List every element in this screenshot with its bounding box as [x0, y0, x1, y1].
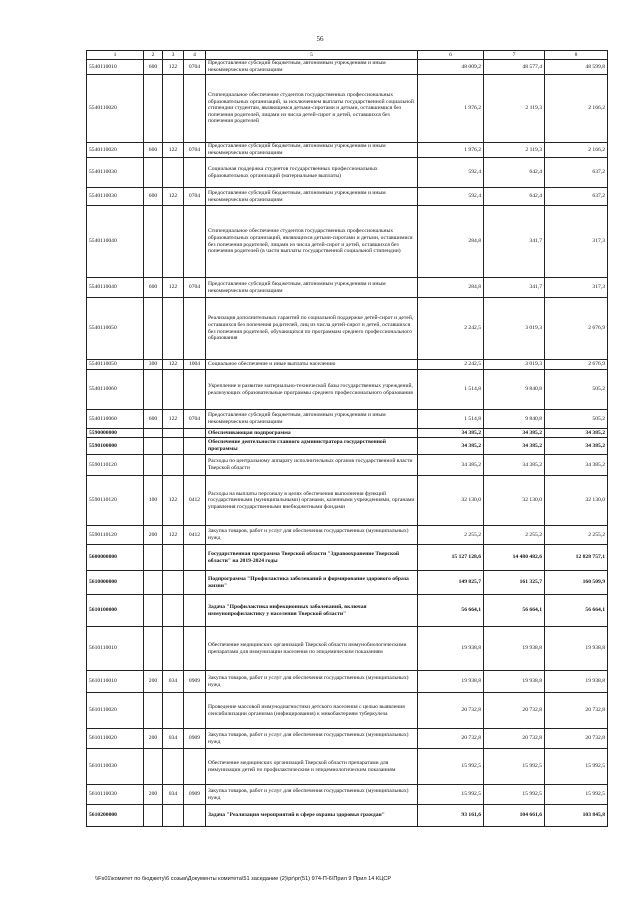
admin-code-cell [163, 438, 184, 455]
expense-type-cell [144, 158, 163, 188]
section-cell [184, 455, 206, 476]
code-cell: 5610110030 [87, 785, 144, 805]
value-2019-cell: 1 514,8 [418, 370, 484, 410]
value-2019-cell: 56 664,1 [418, 595, 484, 627]
value-2021-cell: 20 732,8 [545, 729, 608, 749]
header-cell: 7 [484, 51, 545, 60]
name-cell: Обеспечивающая подпрограмма [206, 429, 418, 438]
admin-code-cell [163, 545, 184, 571]
page-number: 56 [316, 35, 324, 43]
expense-type-cell: 200 [144, 526, 163, 545]
name-cell: Социальная поддержка студентов государственных профессиональных образовательных организаций (материальные выплаты) [206, 158, 418, 188]
section-cell: 0909 [184, 785, 206, 805]
table-row [87, 158, 608, 188]
admin-code-cell: 034 [163, 729, 184, 749]
value-2019-cell: 15 992,5 [418, 749, 484, 785]
expense-type-cell [144, 206, 163, 278]
code-cell: 5540110030 [87, 188, 144, 206]
value-2020-cell: 20 732,8 [484, 729, 545, 749]
table-row [87, 805, 608, 827]
section-cell: 0412 [184, 476, 206, 526]
code-cell: 5540110030 [87, 158, 144, 188]
name-cell: Предоставление субсидий бюджетным, автономным учреждениям и иным некоммерческим организациям [206, 410, 418, 429]
expense-type-cell [144, 627, 163, 671]
header-cell: 4 [184, 51, 206, 60]
code-cell: 5540110060 [87, 370, 144, 410]
value-2021-cell: 2 255,2 [545, 526, 608, 545]
value-2019-cell: 93 161,6 [418, 805, 484, 827]
value-2020-cell: 9 840,8 [484, 410, 545, 429]
value-2019-cell: 2 255,2 [418, 526, 484, 545]
expense-type-cell: 600 [144, 60, 163, 75]
value-2020-cell: 161 325,7 [484, 571, 545, 595]
value-2021-cell: 34 385,2 [545, 429, 608, 438]
expense-type-cell [144, 298, 163, 360]
expense-type-cell [144, 595, 163, 627]
table-row [87, 545, 608, 571]
section-cell: 0704 [184, 188, 206, 206]
code-cell: 5540110040 [87, 278, 144, 298]
section-cell [184, 370, 206, 410]
value-2020-cell: 20 732,8 [484, 693, 545, 729]
file-path-footer: \\Fs01\комитет по бюджету\6 созыв\Документы комитета\51 заседание (2)\рг\рг(51) 974-П-6\Прил 9 Прил 14 КЦСР [95, 876, 392, 882]
table-row [87, 476, 608, 526]
header-cell: 2 [144, 51, 163, 60]
admin-code-cell: 034 [163, 785, 184, 805]
table-row [87, 729, 608, 749]
value-2021-cell: 637,2 [545, 158, 608, 188]
code-cell: 5540110050 [87, 360, 144, 370]
value-2021-cell: 2 166,2 [545, 143, 608, 158]
value-2021-cell: 34 385,2 [545, 438, 608, 455]
value-2019-cell: 19 938,8 [418, 671, 484, 693]
value-2021-cell: 505,2 [545, 410, 608, 429]
table-row [87, 526, 608, 545]
value-2021-cell: 48 599,8 [545, 60, 608, 75]
table-row [87, 671, 608, 693]
name-cell: Задача "Реализация мероприятий в сфере охраны здоровья граждан" [206, 805, 418, 827]
code-cell: 5610110010 [87, 671, 144, 693]
value-2020-cell: 2 119,3 [484, 143, 545, 158]
value-2019-cell: 34 385,2 [418, 429, 484, 438]
table-row [87, 438, 608, 455]
admin-code-cell: 122 [163, 526, 184, 545]
value-2019-cell: 15 992,5 [418, 785, 484, 805]
expense-type-cell: 600 [144, 410, 163, 429]
section-cell [184, 298, 206, 360]
name-cell: Государственная программа Тверской области "Здравоохранение Тверской области" на 2019-2024 годы [206, 545, 418, 571]
admin-code-cell [163, 627, 184, 671]
admin-code-cell [163, 206, 184, 278]
value-2019-cell: 34 385,2 [418, 438, 484, 455]
name-cell: Закупка товаров, работ и услуг для обеспечения государственных (муниципальных) нужд [206, 526, 418, 545]
section-cell: 0704 [184, 143, 206, 158]
expense-type-cell: 200 [144, 671, 163, 693]
value-2021-cell: 2 676,9 [545, 360, 608, 370]
expense-type-cell [144, 75, 163, 143]
header-cell: 8 [545, 51, 608, 60]
table-row [87, 298, 608, 360]
code-cell: 5540110060 [87, 410, 144, 429]
value-2019-cell: 2 242,5 [418, 298, 484, 360]
header-cell: 1 [87, 51, 144, 60]
name-cell: Подпрограмма "Профилактика заболеваний и формирование здорового образа жизни" [206, 571, 418, 595]
value-2020-cell: 56 664,1 [484, 595, 545, 627]
value-2021-cell: 32 130,0 [545, 476, 608, 526]
code-cell: 5590000000 [87, 429, 144, 438]
code-cell: 5540110050 [87, 298, 144, 360]
value-2019-cell: 32 130,0 [418, 476, 484, 526]
name-cell: Предоставление субсидий бюджетным, автономным учреждениям и иным некоммерческим организациям [206, 143, 418, 158]
code-cell: 5590110120 [87, 526, 144, 545]
name-cell: Стипендиальное обеспечение студентов государственных профессиональных образовательных организаций, являющихся детьми-сиротами и детьми, оставшимися без попечения родителей, лицами из числа детей-сирот и детей, оставшихся без попечения родителей (в части выплаты государственной социальной стипендии) [206, 206, 418, 278]
value-2020-cell: 48 577,4 [484, 60, 545, 75]
table-row [87, 75, 608, 143]
value-2021-cell: 34 385,2 [545, 455, 608, 476]
value-2020-cell: 9 840,8 [484, 370, 545, 410]
expense-type-cell [144, 693, 163, 729]
admin-code-cell [163, 693, 184, 729]
code-cell: 5610100000 [87, 595, 144, 627]
name-cell: Предоставление субсидий бюджетным, автономным учреждениям и иным некоммерческим организациям [206, 278, 418, 298]
name-cell: Обеспечение медицинских организаций Тверской области препаратами для иммунизации детей по профилактическим и эпидемиологическим показаниям [206, 749, 418, 785]
admin-code-cell: 122 [163, 188, 184, 206]
code-cell: 5610110030 [87, 749, 144, 785]
value-2020-cell: 14 480 482,6 [484, 545, 545, 571]
value-2019-cell: 19 938,8 [418, 627, 484, 671]
expense-type-cell [144, 805, 163, 827]
name-cell: Закупка товаров, работ и услуг для обеспечения государственных (муниципальных) нужд [206, 729, 418, 749]
expense-type-cell [144, 429, 163, 438]
value-2019-cell: 284,8 [418, 278, 484, 298]
value-2020-cell: 32 130,0 [484, 476, 545, 526]
value-2019-cell: 20 732,8 [418, 729, 484, 749]
value-2021-cell: 19 938,8 [545, 671, 608, 693]
name-cell: Предоставление субсидий бюджетным, автономным учреждениям и иным некоммерческим организациям [206, 188, 418, 206]
name-cell: Предоставление субсидий бюджетным, автономным учреждениям и иным некоммерческим организациям [206, 60, 418, 75]
value-2019-cell: 592,4 [418, 188, 484, 206]
value-2019-cell: 2 242,5 [418, 360, 484, 370]
value-2021-cell: 56 664,1 [545, 595, 608, 627]
value-2020-cell: 642,4 [484, 158, 545, 188]
admin-code-cell: 034 [163, 671, 184, 693]
value-2021-cell: 2 166,2 [545, 75, 608, 143]
name-cell: Закупка товаров, работ и услуг для обеспечения государственных (муниципальных) нужд [206, 785, 418, 805]
value-2019-cell: 20 732,8 [418, 693, 484, 729]
admin-code-cell: 122 [163, 476, 184, 526]
expense-type-cell: 200 [144, 729, 163, 749]
section-cell: 0909 [184, 729, 206, 749]
code-cell: 5610110020 [87, 693, 144, 729]
table-row [87, 410, 608, 429]
admin-code-cell [163, 429, 184, 438]
code-cell: 5590100000 [87, 438, 144, 455]
value-2019-cell: 1 514,8 [418, 410, 484, 429]
code-cell: 5610110020 [87, 729, 144, 749]
admin-code-cell [163, 749, 184, 785]
admin-code-cell: 122 [163, 143, 184, 158]
section-cell [184, 429, 206, 438]
value-2021-cell: 2 676,9 [545, 298, 608, 360]
code-cell: 5540110020 [87, 143, 144, 158]
value-2019-cell: 15 127 128,6 [418, 545, 484, 571]
expense-type-cell: 600 [144, 278, 163, 298]
value-2020-cell: 341,7 [484, 206, 545, 278]
table-row [87, 278, 608, 298]
name-cell: Укрепление и развитие материально-технической базы государственных учреждений, реализующих образовательные программы среднего профессионального образования [206, 370, 418, 410]
section-cell [184, 693, 206, 729]
table-row [87, 143, 608, 158]
section-cell [184, 438, 206, 455]
value-2020-cell: 34 385,2 [484, 429, 545, 438]
section-cell: 0704 [184, 410, 206, 429]
code-cell: 5610200000 [87, 805, 144, 827]
value-2021-cell: 505,2 [545, 370, 608, 410]
name-cell: Задача "Профилактика инфекционных заболеваний, включая иммунопрофилактику у населения Тверской области" [206, 595, 418, 627]
section-cell [184, 627, 206, 671]
code-cell: 5600000000 [87, 545, 144, 571]
admin-code-cell [163, 571, 184, 595]
table-row [87, 370, 608, 410]
value-2021-cell: 19 938,8 [545, 627, 608, 671]
section-cell [184, 545, 206, 571]
table-row [87, 749, 608, 785]
value-2020-cell: 15 992,5 [484, 785, 545, 805]
admin-code-cell [163, 455, 184, 476]
value-2020-cell: 19 938,8 [484, 627, 545, 671]
code-cell: 5540110020 [87, 75, 144, 143]
section-cell [184, 805, 206, 827]
value-2019-cell: 34 385,2 [418, 455, 484, 476]
table-row [87, 595, 608, 627]
name-cell: Расходы на выплаты персоналу в целях обеспечения выполнения функций государственными (муниципальными) органами, казенными учреждениями, органами управления государственными внебюджетными фондами [206, 476, 418, 526]
value-2021-cell: 103 845,8 [545, 805, 608, 827]
section-cell [184, 595, 206, 627]
table-row [87, 571, 608, 595]
value-2021-cell: 317,3 [545, 206, 608, 278]
code-cell: 5610110010 [87, 627, 144, 671]
section-cell [184, 75, 206, 143]
code-cell: 5590110120 [87, 455, 144, 476]
admin-code-cell [163, 75, 184, 143]
expense-type-cell [144, 370, 163, 410]
table-row [87, 188, 608, 206]
name-cell: Проведение массовой иммунодиагностики детского населения с целью выявления сенсибилизации организма (инфицирования) к микобактериям туберкулеза [206, 693, 418, 729]
name-cell: Обеспечение медицинских организаций Тверской области иммунобиологическими препаратами для иммунизации населения по эпидемическим показаниям [206, 627, 418, 671]
admin-code-cell: 122 [163, 278, 184, 298]
value-2019-cell: 1 976,2 [418, 143, 484, 158]
value-2020-cell: 2 119,3 [484, 75, 545, 143]
value-2020-cell: 3 019,3 [484, 298, 545, 360]
expense-type-cell: 600 [144, 143, 163, 158]
value-2020-cell: 34 385,2 [484, 438, 545, 455]
admin-code-cell: 122 [163, 410, 184, 429]
table-row [87, 627, 608, 671]
header-cell: 6 [418, 51, 484, 60]
code-cell: 5590110120 [87, 476, 144, 526]
section-cell: 0704 [184, 60, 206, 75]
expense-type-cell [144, 438, 163, 455]
value-2020-cell: 34 385,2 [484, 455, 545, 476]
value-2019-cell: 149 825,7 [418, 571, 484, 595]
value-2020-cell: 642,4 [484, 188, 545, 206]
value-2021-cell: 12 828 757,1 [545, 545, 608, 571]
name-cell: Стипендиальное обеспечение студентов государственных профессиональных образовательных организаций, за исключением выплаты государственной социальной стипендии студентам, являющимся детьми-сиротами и детьми, оставшимися без попечения родителей, лицами из числа детей-сирот и детей, оставшихся без попечения родителей [206, 75, 418, 143]
table-row [87, 206, 608, 278]
value-2019-cell: 592,4 [418, 158, 484, 188]
value-2021-cell: 15 992,5 [545, 785, 608, 805]
admin-code-cell [163, 158, 184, 188]
table-row [87, 60, 608, 75]
code-cell: 5540110010 [87, 60, 144, 75]
expense-type-cell: 200 [144, 785, 163, 805]
value-2019-cell: 1 976,2 [418, 75, 484, 143]
admin-code-cell [163, 595, 184, 627]
name-cell: Реализация дополнительных гарантий по социальной поддержке детей-сирот и детей, оставшихся без попечения родителей, лиц из числа детей-сирот и детей, оставшихся без попечения родителей, обучающихся по программам среднего профессионального образования [206, 298, 418, 360]
value-2021-cell: 637,2 [545, 188, 608, 206]
expense-type-cell: 600 [144, 188, 163, 206]
section-cell: 0909 [184, 671, 206, 693]
name-cell: Социальное обеспечение и иные выплаты населению [206, 360, 418, 370]
value-2020-cell: 104 661,6 [484, 805, 545, 827]
expense-type-cell [144, 545, 163, 571]
section-cell [184, 571, 206, 595]
admin-code-cell [163, 298, 184, 360]
name-cell: Закупка товаров, работ и услуг для обеспечения государственных (муниципальных) нужд [206, 671, 418, 693]
header-cell: 5 [206, 51, 418, 60]
value-2020-cell: 15 992,5 [484, 749, 545, 785]
admin-code-cell: 122 [163, 60, 184, 75]
value-2021-cell: 317,3 [545, 278, 608, 298]
value-2020-cell: 2 255,2 [484, 526, 545, 545]
admin-code-cell [163, 805, 184, 827]
section-cell: 1004 [184, 360, 206, 370]
section-cell [184, 158, 206, 188]
value-2020-cell: 341,7 [484, 278, 545, 298]
expense-type-cell [144, 571, 163, 595]
value-2020-cell: 3 019,3 [484, 360, 545, 370]
table-row [87, 785, 608, 805]
table-row [87, 360, 608, 370]
header-row [87, 51, 608, 60]
code-cell: 5610000000 [87, 571, 144, 595]
code-cell: 5540110040 [87, 206, 144, 278]
header-cell: 3 [163, 51, 184, 60]
section-cell: 0412 [184, 526, 206, 545]
section-cell [184, 749, 206, 785]
value-2020-cell: 19 938,8 [484, 671, 545, 693]
value-2019-cell: 284,8 [418, 206, 484, 278]
budget-table [86, 50, 608, 827]
value-2021-cell: 160 509,9 [545, 571, 608, 595]
expense-type-cell: 300 [144, 360, 163, 370]
name-cell: Обеспечение деятельности главного администратора государственной программы [206, 438, 418, 455]
section-cell: 0704 [184, 278, 206, 298]
expense-type-cell [144, 749, 163, 785]
name-cell: Расходы по центральному аппарату исполнительных органов государственной власти Тверской области [206, 455, 418, 476]
admin-code-cell [163, 370, 184, 410]
value-2019-cell: 48 009,2 [418, 60, 484, 75]
table-row [87, 429, 608, 438]
expense-type-cell: 100 [144, 476, 163, 526]
expense-type-cell [144, 455, 163, 476]
value-2021-cell: 15 992,5 [545, 749, 608, 785]
section-cell [184, 206, 206, 278]
table-row [87, 455, 608, 476]
table-row [87, 693, 608, 729]
value-2021-cell: 20 732,8 [545, 693, 608, 729]
admin-code-cell: 122 [163, 360, 184, 370]
